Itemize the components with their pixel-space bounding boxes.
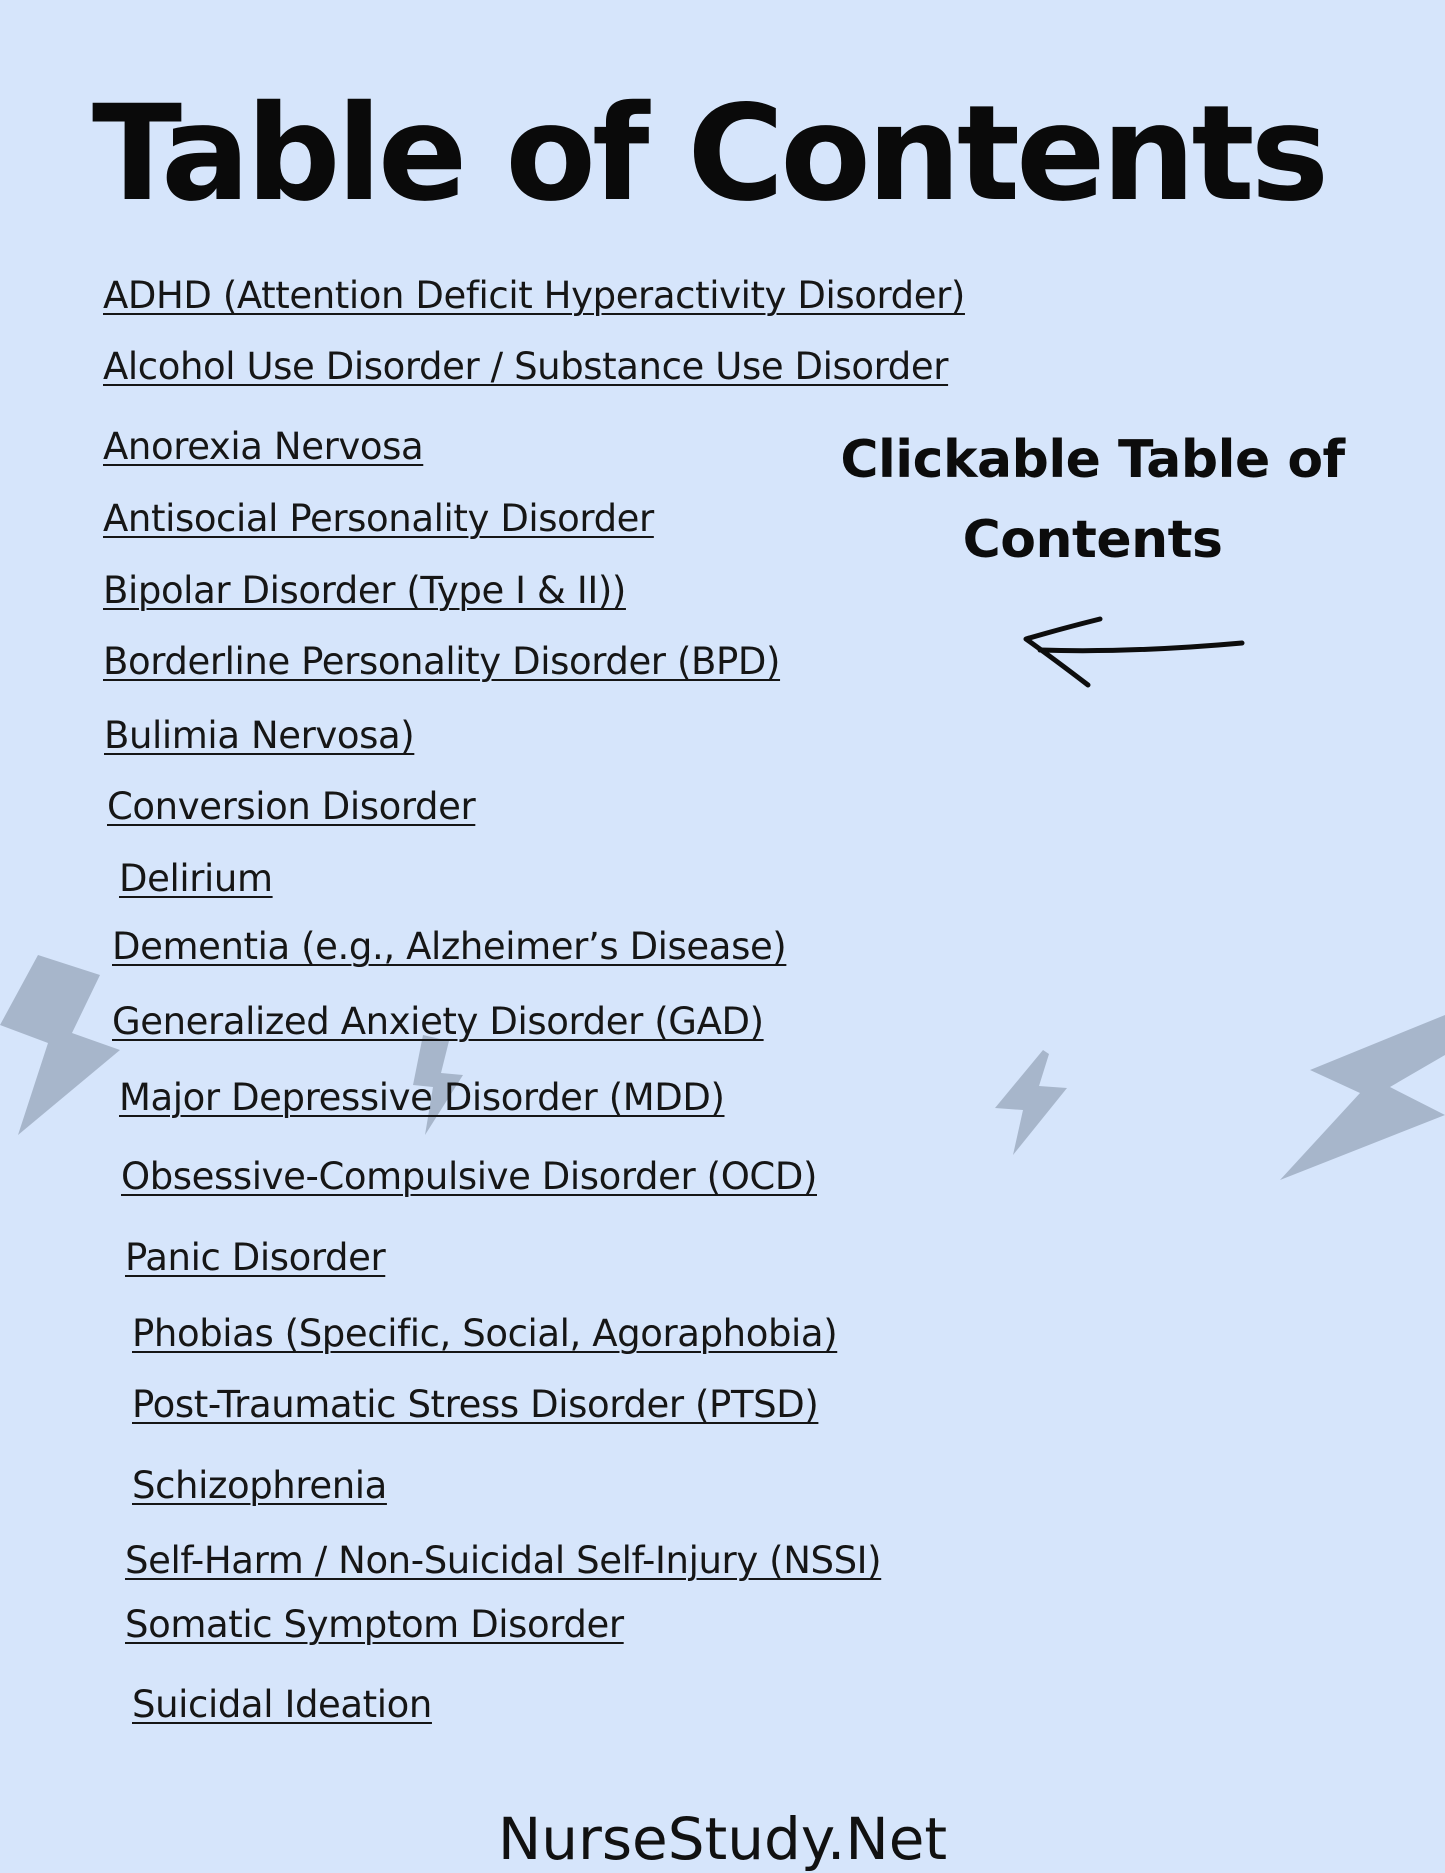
toc-link-alcohol-use-disorder[interactable]: Alcohol Use Disorder / Substance Use Disorder bbox=[103, 345, 949, 388]
toc-link-antisocial-personality-disorder[interactable]: Antisocial Personality Disorder bbox=[103, 497, 654, 540]
toc-link-suicidal-ideation[interactable]: Suicidal Ideation bbox=[132, 1683, 432, 1726]
toc-link-phobias[interactable]: Phobias (Specific, Social, Agoraphobia) bbox=[132, 1312, 838, 1355]
callout-line-2: Contents bbox=[962, 510, 1223, 570]
lightning-bolt-icon bbox=[1280, 1015, 1445, 1180]
toc-link-delirium[interactable]: Delirium bbox=[119, 857, 273, 900]
callout-line-1: Clickable Table of bbox=[840, 430, 1345, 490]
page-title: Table of Contents bbox=[92, 77, 1326, 231]
toc-link-bulimia-nervosa[interactable]: Bulimia Nervosa) bbox=[104, 714, 415, 757]
clickable-toc-callout bbox=[820, 420, 1365, 580]
toc-link-conversion-disorder[interactable]: Conversion Disorder bbox=[107, 785, 476, 828]
toc-link-schizophrenia[interactable]: Schizophrenia bbox=[132, 1464, 387, 1507]
toc-link-obsessive-compulsive-disorder[interactable]: Obsessive-Compulsive Disorder (OCD) bbox=[121, 1155, 817, 1198]
toc-link-dementia[interactable]: Dementia (e.g., Alzheimer’s Disease) bbox=[112, 925, 787, 968]
lightning-bolt-icon bbox=[995, 1050, 1070, 1155]
toc-link-bipolar-disorder[interactable]: Bipolar Disorder (Type I & II)) bbox=[103, 569, 626, 612]
lightning-bolt-icon bbox=[0, 955, 130, 1135]
toc-link-somatic-symptom-disorder[interactable]: Somatic Symptom Disorder bbox=[125, 1603, 624, 1646]
toc-link-generalized-anxiety-disorder[interactable]: Generalized Anxiety Disorder (GAD) bbox=[112, 1000, 764, 1043]
toc-link-adhd[interactable]: ADHD (Attention Deficit Hyperactivity Disorder) bbox=[103, 274, 965, 317]
arrow-left-icon bbox=[1010, 605, 1270, 705]
toc-link-major-depressive-disorder[interactable]: Major Depressive Disorder (MDD) bbox=[119, 1076, 725, 1119]
toc-link-anorexia-nervosa[interactable]: Anorexia Nervosa bbox=[103, 425, 424, 468]
toc-link-ptsd[interactable]: Post-Traumatic Stress Disorder (PTSD) bbox=[132, 1383, 819, 1426]
toc-link-borderline-personality-disorder[interactable]: Borderline Personality Disorder (BPD) bbox=[103, 640, 781, 683]
footer-site-name: NurseStudy.Net bbox=[497, 1805, 948, 1873]
toc-link-self-harm-nssi[interactable]: Self-Harm / Non-Suicidal Self-Injury (NSSI) bbox=[125, 1539, 882, 1582]
toc-link-panic-disorder[interactable]: Panic Disorder bbox=[125, 1236, 386, 1279]
